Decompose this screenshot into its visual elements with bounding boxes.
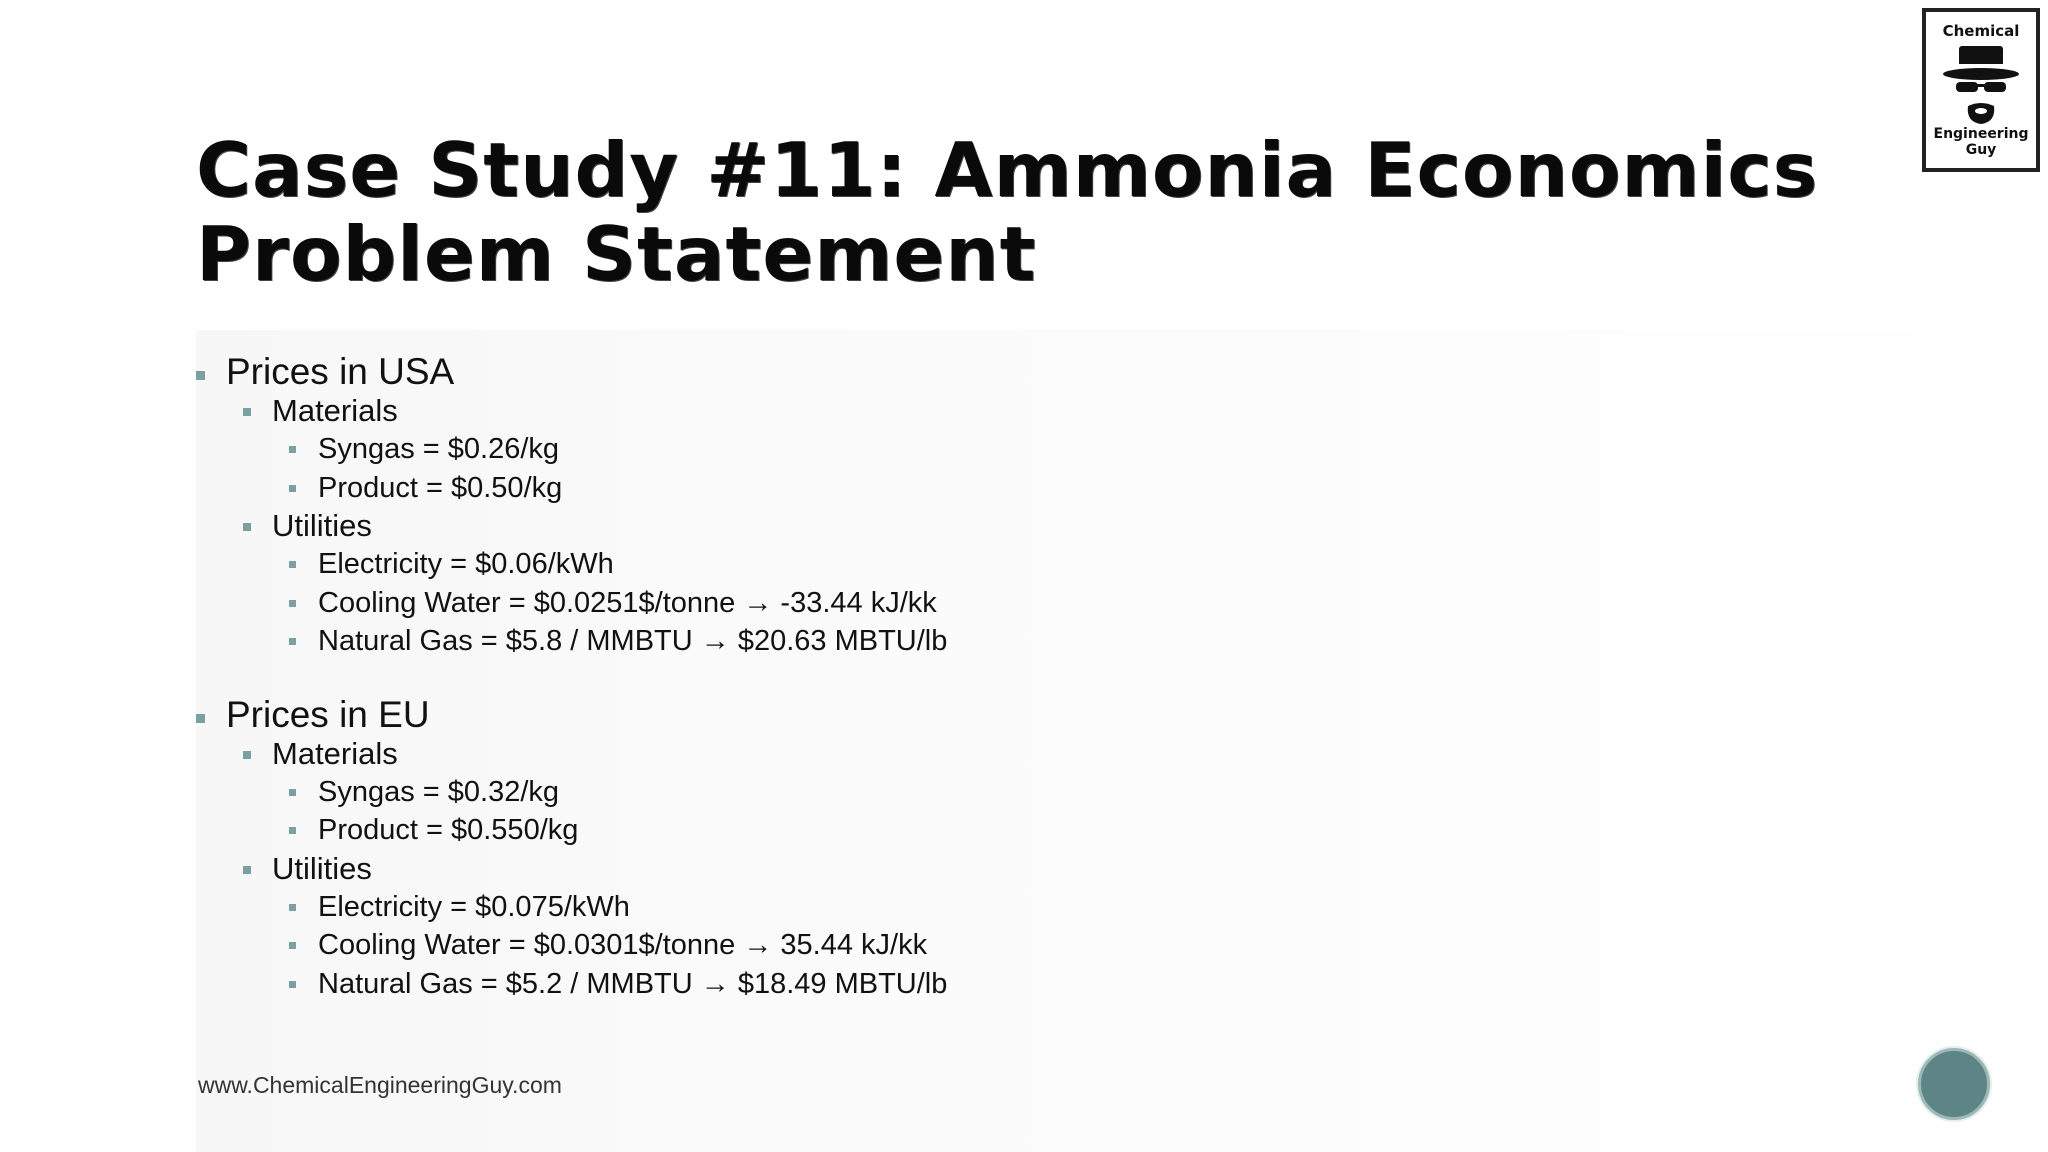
- bullet-icon: [289, 561, 296, 568]
- list-item: Cooling Water = $0.0301$/tonne → 35.44 kJ/kk: [196, 926, 1596, 965]
- slide-title: [196, 128, 1896, 296]
- bullet-list: [196, 352, 1596, 1003]
- nav-circle-icon[interactable]: [1918, 1048, 1990, 1120]
- list-item: Syngas = $0.26/kg: [196, 430, 1596, 469]
- bullet-icon: [243, 751, 251, 759]
- section-heading-eu: Prices in EU: [196, 695, 1596, 735]
- list-item: Product = $0.50/kg: [196, 469, 1596, 508]
- section-heading-usa: Prices in USA: [196, 352, 1596, 392]
- list-item: Electricity = $0.075/kWh: [196, 888, 1596, 927]
- utilities-label: Utilities: [196, 507, 1596, 545]
- utilities-label: Utilities: [196, 850, 1596, 888]
- footer-url[interactable]: www.ChemicalEngineeringGuy.com: [198, 1072, 562, 1098]
- list-item: Electricity = $0.06/kWh: [196, 545, 1596, 584]
- logo-top-text: Chemical: [1942, 22, 2020, 40]
- bullet-icon: [289, 981, 296, 988]
- logo-bottom-text: Engineering Guy: [1933, 126, 2029, 158]
- bullet-icon: [289, 600, 296, 607]
- bullet-icon: [243, 408, 251, 416]
- list-item: Product = $0.550/kg: [196, 811, 1596, 850]
- logo: [1922, 8, 2040, 172]
- bullet-icon: [196, 371, 205, 380]
- hat-icon: [1942, 44, 2020, 136]
- bullet-icon: [196, 714, 205, 723]
- bullet-icon: [243, 866, 251, 874]
- bullet-icon: [289, 789, 296, 796]
- bullet-icon: [289, 942, 296, 949]
- bullet-icon: [243, 523, 251, 531]
- materials-label: Materials: [196, 735, 1596, 773]
- list-item: Cooling Water = $0.0251$/tonne → -33.44 kJ/kk: [196, 584, 1596, 623]
- list-item: Natural Gas = $5.8 / MMBTU → $20.63 MBTU/lb: [196, 622, 1596, 661]
- title-line-2: Problem Statement: [196, 210, 1037, 298]
- title-line-1: Case Study #11: Ammonia Economics: [196, 126, 1819, 214]
- bullet-icon: [289, 446, 296, 453]
- materials-label: Materials: [196, 392, 1596, 430]
- list-item: Natural Gas = $5.2 / MMBTU → $18.49 MBTU/lb: [196, 965, 1596, 1004]
- list-item: Syngas = $0.32/kg: [196, 773, 1596, 812]
- bullet-icon: [289, 485, 296, 492]
- section-gap: [196, 661, 1596, 695]
- bullet-icon: [289, 904, 296, 911]
- bullet-icon: [289, 827, 296, 834]
- bullet-icon: [289, 638, 296, 645]
